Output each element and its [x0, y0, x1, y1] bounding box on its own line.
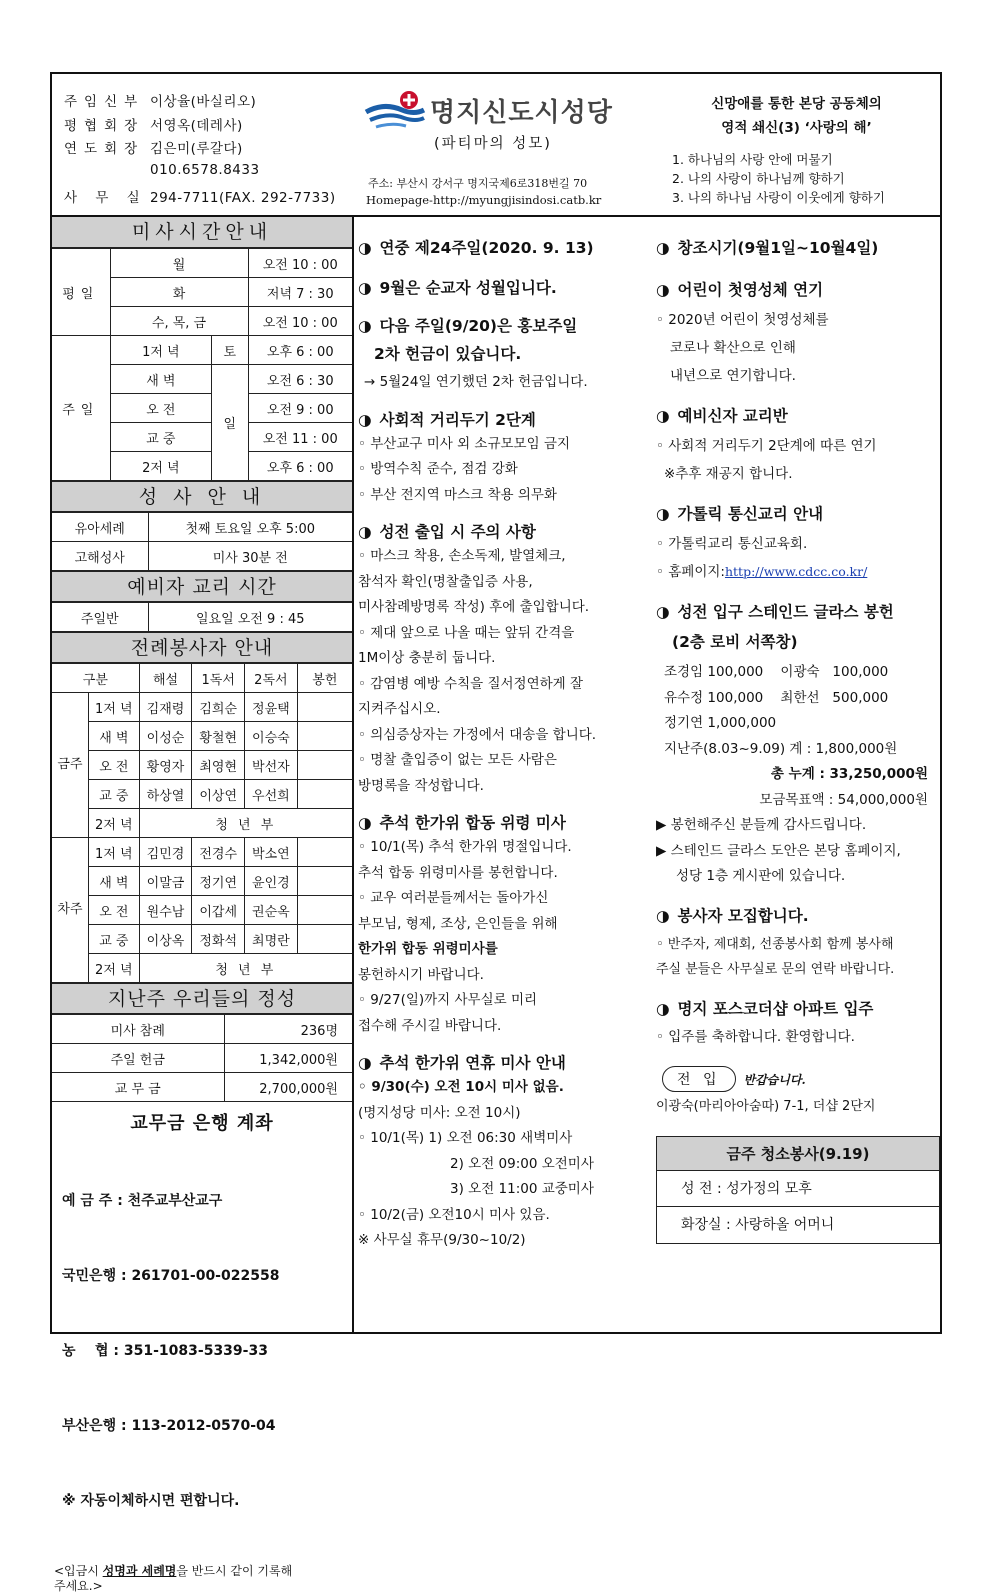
- bullet-icon: ◑: [656, 407, 670, 425]
- cdcc-link[interactable]: http://www.cdcc.co.kr/: [724, 564, 868, 579]
- heading-text: 사회적 거리두기 2단계: [379, 410, 536, 429]
- sacrament-name: 유아세례: [52, 513, 148, 542]
- donor-list: [656, 660, 940, 762]
- heading-text: 가톨릭 통신교리 안내: [677, 505, 824, 523]
- server-name: [297, 925, 352, 954]
- notice-text: ※ 사무실 휴무(9/30~10/2): [358, 1232, 526, 1248]
- sacrament-title: 성 사 안 내: [52, 481, 352, 512]
- column-divider: [352, 215, 354, 1332]
- table-row: [52, 513, 352, 542]
- bullet-icon: ◑: [656, 999, 670, 1018]
- notice-heading: [358, 314, 648, 338]
- sacrament-value: 미사 30분 전: [148, 542, 352, 571]
- heading-text: 봉사자 모집합니다.: [677, 906, 809, 925]
- catechism-title: 예비자 교리 시간: [52, 571, 352, 602]
- server-name: [297, 896, 352, 925]
- notice-heading-cont: 2차 헌금이 있습니다.: [374, 345, 522, 363]
- bullet-icon: ◑: [358, 523, 372, 541]
- bank-line: 국민은행 : 261701-00-022558: [62, 1268, 280, 1284]
- catechism-value: 일요일 오전 9 : 45: [148, 603, 352, 632]
- notice-text: (명지성당 미사: 오전 10시): [358, 1104, 521, 1121]
- server-mass: 교 중: [88, 780, 139, 809]
- notice-text: ◦ 의심증상자는 가정에서 대송을 합니다.: [358, 726, 597, 743]
- notice-text: ◦ 사회적 거리두기 2단계에 따른 연기: [656, 438, 877, 454]
- cleaning-team: 성가정의 모후: [726, 1180, 812, 1197]
- theme-line-1: 신망애를 통한 본당 공동체의: [711, 96, 882, 112]
- servers-header: 봉헌: [297, 664, 352, 693]
- sunday-day-label: 일: [212, 365, 248, 481]
- youth-group: 청 년 부: [139, 809, 352, 838]
- bullet-icon: ◑: [656, 505, 670, 523]
- notice-heading: [656, 502, 940, 526]
- mass-name: 오 전: [110, 394, 212, 423]
- bullet-icon: ◑: [358, 814, 372, 832]
- mass-time: 저녁 7 : 30: [248, 278, 352, 307]
- bullet-icon: ◑: [358, 279, 372, 297]
- mass-name: 새 벽: [110, 365, 212, 394]
- mass-day: 수, 목, 금: [110, 307, 248, 336]
- server-name: 정윤택: [245, 693, 298, 722]
- offering-name: 미사 참례: [52, 1015, 224, 1044]
- servers-header: 해설: [139, 664, 192, 693]
- church-name: 명지신도시성당: [430, 98, 613, 128]
- sunday-label: 주일: [52, 336, 110, 481]
- donor-row: 정기연 1,000,000: [664, 715, 777, 731]
- server-name: 하상열: [139, 780, 192, 809]
- bullet-icon: ◑: [358, 239, 372, 257]
- cleaning-team: 사랑하올 어머니: [735, 1216, 835, 1233]
- last-week-total: 지난주(8.03~9.09) 계 : 1,800,000원: [664, 740, 898, 757]
- notice-text: 방명록을 작성합니다.: [358, 777, 484, 794]
- table-row: [52, 249, 352, 278]
- sacrament-table: [52, 512, 352, 571]
- welcome-text: 반갑습니다.: [743, 1072, 806, 1087]
- staff-yeondo: 연도회장 김은미(루갈다): [64, 141, 243, 157]
- goal-amount: 모금목표액 : 54,000,000원: [759, 791, 928, 808]
- church-logo: [364, 88, 426, 132]
- mass-time: 오후 6 : 00: [248, 336, 352, 365]
- servers-title: 전례봉사자 안내: [52, 632, 352, 663]
- server-mass: 교 중: [88, 925, 139, 954]
- notice-heading: [656, 236, 940, 260]
- table-row: [52, 336, 352, 365]
- server-name: 박소연: [245, 838, 298, 867]
- notice-heading: [358, 408, 648, 432]
- servers-header: 구분: [52, 664, 139, 693]
- notice-text: ◦ 가톨릭교리 통신교육회.: [656, 536, 808, 552]
- table-row: [52, 867, 352, 896]
- server-mass: 새 벽: [88, 867, 139, 896]
- middle-column: [358, 226, 648, 1254]
- mass-time: 오전 10 : 00: [248, 307, 352, 336]
- donor-amount: 100,000: [707, 689, 764, 706]
- notice-text: 봉헌하시기 바랍니다.: [358, 966, 484, 983]
- table-row: [52, 838, 352, 867]
- sacrament-name: 고해성사: [52, 542, 148, 571]
- notice-text: ◦ 교우 여러분들께서는 돌아가신: [358, 890, 549, 906]
- notice-text: ◦ 10/2(금) 오전10시 미사 있음.: [358, 1206, 550, 1223]
- heading-text: 9월은 순교자 성월입니다.: [379, 279, 557, 297]
- notice-text: ◦ 마스크 착용, 손소독제, 발열체크,: [358, 548, 566, 564]
- server-name: 윤인경: [245, 867, 298, 896]
- notice-heading: [656, 904, 940, 928]
- bullet-icon: ◑: [358, 1054, 372, 1072]
- mass-day: 화: [110, 278, 248, 307]
- table-row: [52, 1015, 352, 1044]
- server-name: 이상옥: [139, 925, 192, 954]
- cleaning-title: 금주 청소봉사(9.19): [657, 1137, 939, 1171]
- notice-text: [656, 558, 940, 586]
- notice-text: 지켜주십시오.: [358, 701, 441, 717]
- server-mass: 2저 녁: [88, 954, 139, 983]
- address: 주소: 부산시 강서구 명지국제6로318번길 70: [368, 177, 588, 190]
- notice-heading-cont: (2층 로비 서쪽창): [672, 633, 798, 651]
- bank-note-text: 을 반드시 같이 기록해: [176, 1564, 293, 1578]
- theme-point: 2. 나의 사랑이 하나님께 향하기: [672, 171, 845, 186]
- server-name: 이상연: [192, 780, 245, 809]
- notice-text: ◦ 부산 전지역 마스크 착용 의무화: [358, 486, 557, 503]
- welcome-badge: 전 입: [662, 1066, 736, 1092]
- notice-heading: [358, 811, 648, 835]
- servers-table: [52, 663, 352, 983]
- donor-amount: 100,000: [707, 664, 764, 680]
- cleaning-box: [656, 1136, 940, 1244]
- mass-time-table: [52, 248, 352, 481]
- this-week-label: 금주: [52, 693, 88, 838]
- server-name: 전경수: [192, 838, 245, 867]
- bullet-icon: ◑: [358, 410, 372, 429]
- catechism-name: 주일반: [52, 603, 148, 632]
- heading-text: 추석 한가위 연휴 미사 안내: [379, 1054, 566, 1072]
- theme-title: [684, 92, 909, 140]
- welcome-row: [656, 1066, 940, 1092]
- bank-note: [52, 1564, 352, 1594]
- homepage: [366, 193, 601, 207]
- donor-name: 유수정: [664, 689, 704, 706]
- mass-name: 교 중: [110, 423, 212, 452]
- server-mass: 오 전: [88, 896, 139, 925]
- server-name: [297, 693, 352, 722]
- heading-text: 추석 한가위 합동 위령 미사: [379, 814, 566, 832]
- patron: (파티마의 성모): [434, 136, 552, 152]
- donor-name: 최한선: [780, 689, 820, 706]
- heading-text: 예비신자 교리반: [677, 407, 788, 425]
- table-row: [52, 664, 352, 693]
- mass-name: 1저 녁: [110, 336, 212, 365]
- mass-day: 월: [110, 249, 248, 278]
- notice-text: 3) 오전 11:00 교중미사: [450, 1181, 594, 1197]
- notice-text: 성당 1층 게시판에 있습니다.: [676, 868, 846, 884]
- notice-text: 추석 합동 위령미사를 봉헌합니다.: [358, 864, 558, 881]
- cleaning-place: 성 전: [681, 1180, 713, 1197]
- notice-text: ◦ 명찰 출입증이 없는 모든 사람은: [358, 752, 557, 768]
- donor-name: 이광숙: [780, 664, 820, 680]
- server-name: [297, 751, 352, 780]
- cleaning-row: 성 전 : 성가정의 모후: [657, 1171, 939, 1207]
- homepage-label: Homepage-: [366, 193, 433, 207]
- notice-text: ◦ 제대 앞으로 나올 때는 앞뒤 간격을: [358, 624, 575, 641]
- notice-heading: [358, 236, 648, 260]
- theme-point: 1. 하나님의 사랑 안에 머물기: [672, 152, 833, 167]
- server-name: 정기연: [192, 867, 245, 896]
- donor-name: 조경임: [664, 664, 704, 680]
- notice-text: 주실 분들은 사무실로 문의 연락 바랍니다.: [656, 962, 895, 977]
- servers-header: 1독서: [192, 664, 245, 693]
- notice-text: ◦ 반주자, 제대회, 선종봉사회 함께 봉사해: [656, 936, 894, 952]
- server-name: 이승숙: [245, 722, 298, 751]
- offering-value: 2,700,000원: [224, 1073, 352, 1102]
- server-name: 김재령: [139, 693, 192, 722]
- notice-text: 내년으로 연기합니다.: [670, 368, 796, 384]
- server-mass: 오 전: [88, 751, 139, 780]
- sacrament-value: 첫째 토요일 오후 5:00: [148, 513, 352, 542]
- server-name: 이성순: [139, 722, 192, 751]
- server-name: 이갑세: [192, 896, 245, 925]
- bulletin-page: [50, 72, 942, 1593]
- heading-text: 성전 출입 시 주의 사항: [379, 523, 536, 541]
- server-name: 박선자: [245, 751, 298, 780]
- grand-total: 총 누계 : 33,250,000원: [770, 766, 928, 782]
- mass-title: 미사시간안내: [52, 217, 352, 248]
- notice-heading: [358, 276, 648, 300]
- offering-title: 지난주 우리들의 정성: [52, 983, 352, 1014]
- server-name: [297, 780, 352, 809]
- notice-text: ◦ 9/27(일)까지 사무실로 미리: [358, 992, 538, 1008]
- server-name: 이말금: [139, 867, 192, 896]
- server-name: 원수남: [139, 896, 192, 925]
- table-row: [52, 1044, 352, 1073]
- table-row: [52, 693, 352, 722]
- bullet-icon: ◑: [358, 317, 372, 335]
- bank-accounts: [52, 1139, 352, 1564]
- server-name: [297, 867, 352, 896]
- heading-text: 명지 포스코더샵 아파트 입주: [677, 999, 874, 1018]
- heading-text: 창조시기(9월1일~10월4일): [677, 239, 879, 257]
- notice-text: 부모님, 형제, 조상, 은인들을 위해: [358, 915, 558, 932]
- left-column: [52, 217, 352, 1594]
- servers-header: 2독서: [245, 664, 298, 693]
- offering-name: 주일 헌금: [52, 1044, 224, 1073]
- server-name: 정화석: [192, 925, 245, 954]
- heading-text: 성전 입구 스테인드 글라스 봉헌: [677, 603, 894, 621]
- mass-time: 오전 6 : 30: [248, 365, 352, 394]
- bank-line: ※ 자동이체하시면 편합니다.: [62, 1493, 240, 1509]
- staff-phone: 010.6578.8433: [150, 162, 260, 178]
- notice-text: 참석자 확인(명찰출입증 사용,: [358, 573, 533, 590]
- mass-time: 오전 10 : 00: [248, 249, 352, 278]
- next-week-label: 차주: [52, 838, 88, 983]
- notice-text: ▶ 봉헌해주신 분들께 감사드립니다.: [656, 817, 867, 833]
- server-mass: 2저 녁: [88, 809, 139, 838]
- table-row: [52, 809, 352, 838]
- heading-text: 다음 주일(9/20)은 홍보주일: [379, 317, 578, 335]
- table-row: [52, 954, 352, 983]
- notice-text: ◦ 10/1(목) 1) 오전 06:30 새벽미사: [358, 1130, 573, 1146]
- server-mass: 1저 녁: [88, 693, 139, 722]
- weekday-label: 평일: [52, 249, 110, 336]
- server-name: [297, 722, 352, 751]
- bullet-icon: ◑: [656, 239, 670, 257]
- cleaning-row: 화장실 : 사랑하올 어머니: [681, 1216, 835, 1233]
- notice-text: 한가위 합동 위령미사를: [358, 941, 498, 957]
- notice-heading: [656, 997, 940, 1021]
- notice-text: 코로나 확산으로 인해: [670, 340, 796, 356]
- server-mass: 1저 녁: [88, 838, 139, 867]
- table-row: [52, 925, 352, 954]
- server-name: 권순옥: [245, 896, 298, 925]
- notice-heading: [656, 404, 940, 428]
- notice-text: 1M이상 충분히 둡니다.: [358, 650, 496, 666]
- homepage-label: ◦ 홈페이지:: [656, 564, 725, 580]
- bank-note-emphasis: 성명과 세례명: [102, 1564, 177, 1578]
- server-name: 최명란: [245, 925, 298, 954]
- notice-heading: [656, 278, 940, 302]
- server-name: 최영현: [192, 751, 245, 780]
- offering-value: 236명: [224, 1015, 352, 1044]
- donor-row: [664, 686, 940, 712]
- offering-table: [52, 1014, 352, 1102]
- bank-note-text: 주세요.>: [54, 1579, 103, 1593]
- theme-line-2: 영적 쇄신(3) ‘사랑의 해’: [721, 120, 872, 136]
- bank-line: 농 협 : 351-1083-5339-33: [62, 1343, 268, 1359]
- notice-text: 2) 오전 09:00 오전미사: [450, 1155, 594, 1172]
- theme-point: 3. 나의 하나님 사랑이 이웃에게 향하기: [672, 190, 885, 205]
- donor-amount: 100,000: [832, 664, 889, 680]
- table-row: [52, 1073, 352, 1102]
- table-row: [52, 751, 352, 780]
- bullet-icon: ◑: [656, 906, 670, 925]
- notice-text: ▶ 스테인드 글라스 도안은 본당 홈페이지,: [656, 842, 901, 859]
- table-row: [52, 896, 352, 925]
- bank-title: 교무금 은행 계좌: [130, 1113, 274, 1134]
- staff-priest: 주임신부 이상율(바실리오): [64, 94, 257, 110]
- notice-text: ※추후 재공지 합니다.: [664, 466, 793, 482]
- notice-text: → 5월24일 연기했던 2차 헌금입니다.: [364, 374, 588, 390]
- notice-heading: [358, 520, 648, 544]
- notice-text: ◦ 감염병 예방 수칙을 질서정연하게 잘: [358, 675, 584, 692]
- welcome-name: 이광숙(마리아아숨따) 7-1, 더샵 2단지: [656, 1099, 876, 1114]
- mass-time: 오후 6 : 00: [248, 452, 352, 481]
- table-row: [52, 780, 352, 809]
- table-row: [52, 542, 352, 571]
- offering-value: 1,342,000원: [224, 1044, 352, 1073]
- table-row: [52, 603, 352, 632]
- homepage-link[interactable]: http://myungjisindosi.catb.kr: [432, 193, 602, 207]
- donor-row: [664, 660, 940, 686]
- notice-text: ◦ 9/30(수) 오전 10시 미사 없음.: [358, 1079, 564, 1095]
- cleaning-place: 화장실: [681, 1216, 722, 1233]
- server-name: 황철현: [192, 722, 245, 751]
- server-mass: 새 벽: [88, 722, 139, 751]
- saturday-label: 토: [212, 336, 248, 365]
- catechism-table: [52, 602, 352, 632]
- notice-text: ◦ 10/1(목) 추석 한가위 명절입니다.: [358, 839, 572, 855]
- mass-name: 2저 녁: [110, 452, 212, 481]
- notice-text: ◦ 2020년 어린이 첫영성체를: [656, 312, 829, 328]
- bank-line: 부산은행 : 113-2012-0570-04: [62, 1418, 276, 1434]
- server-name: 우선희: [245, 780, 298, 809]
- server-name: [297, 838, 352, 867]
- server-name: 황영자: [139, 751, 192, 780]
- offering-name: 교 무 금: [52, 1073, 224, 1102]
- bullet-icon: ◑: [656, 281, 670, 299]
- notice-text: 미사참례방명록 작성) 후에 출입합니다.: [358, 599, 590, 615]
- mass-time: 오전 9 : 00: [248, 394, 352, 423]
- notice-text: ◦ 부산교구 미사 외 소규모모임 금지: [358, 435, 570, 452]
- table-row: [52, 722, 352, 751]
- notice-text: ◦ 방역수칙 준수, 점검 강화: [358, 461, 518, 477]
- bank-note-text: <입금시: [54, 1564, 103, 1578]
- right-column: [656, 226, 940, 1244]
- server-name: 김희순: [192, 693, 245, 722]
- notice-heading: [656, 600, 940, 624]
- notice-heading: [358, 1051, 648, 1075]
- theme-points: [672, 150, 885, 207]
- bullet-icon: ◑: [656, 603, 670, 621]
- notice-text: 접수해 주시길 바랍니다.: [358, 1017, 502, 1034]
- staff-office: 사 무 실 294-7711(FAX. 292-7733): [64, 190, 336, 206]
- mass-time: 오전 11 : 00: [248, 423, 352, 452]
- heading-text: 연중 제24주일(2020. 9. 13): [379, 239, 594, 257]
- heading-text: 어린이 첫영성체 연기: [677, 281, 824, 299]
- youth-group: 청 년 부: [139, 954, 352, 983]
- notice-text: ◦ 입주를 축하합니다. 환영합니다.: [656, 1028, 855, 1045]
- server-name: 김민경: [139, 838, 192, 867]
- staff-council: 평협회장 서영옥(데레사): [64, 118, 243, 134]
- donor-amount: 500,000: [832, 689, 889, 706]
- bank-line: 예 금 주 : 천주교부산교구: [62, 1193, 223, 1209]
